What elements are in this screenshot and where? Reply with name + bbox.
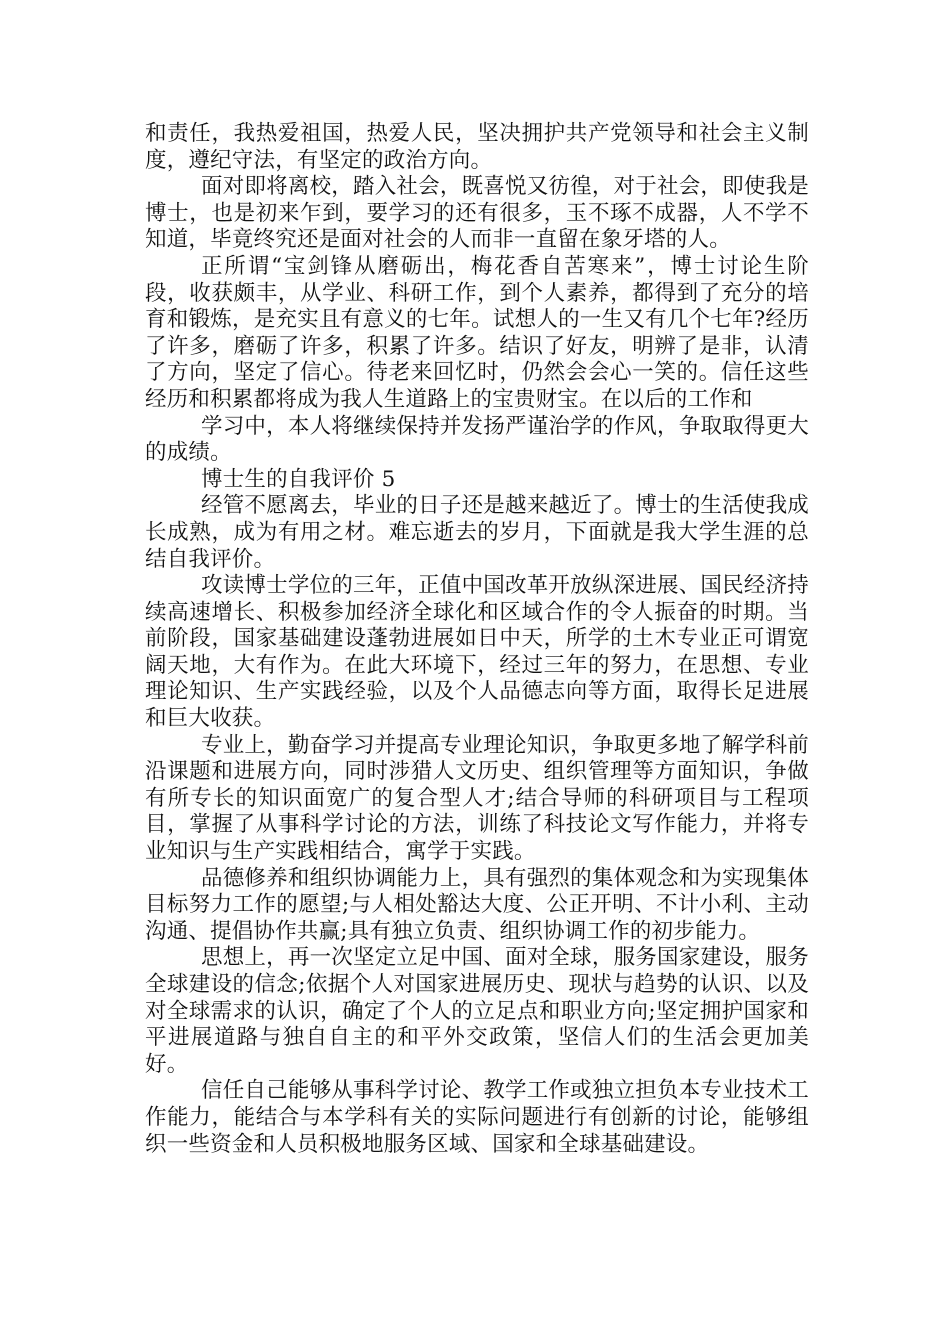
paragraph-3: 正所谓“宝剑锋从磨砺出，梅花香自苦寒来”，博士讨论生阶段，收获颇丰，从学业、科研工作，到个人素养，都得到了充分的培育和锻炼，是充实且有意义的七年。试想人的一生又有几个七年?经历了许多，磨砺了许多，积累了许多。结识了好友，明辨了是非，认清了方向，坚定了信心。待老来回忆时，仍然会会心一笑的。信任这些经历和积累都将成为我人生道路上的宝贵财宝。在以后的工作和 bbox=[145, 253, 809, 412]
paragraph-6: 经管不愿离去，毕业的日子还是越来越近了。博士的生活使我成长成熟，成为有用之材。难忘逝去的岁月，下面就是我大学生涯的总结自我评价。 bbox=[145, 493, 809, 572]
paragraph-8: 专业上，勤奋学习并提高专业理论知识，争取更多地了解学科前沿课题和进展方向，同时涉猎人文历史、组织管理等方面知识，争做有所专长的知识面宽广的复合型人才;结合导师的科研项目与工程项目，掌握了从事科学讨论的方法，训练了科技论文写作能力，并将专业知识与生产实践相结合，寓学于实践。 bbox=[145, 732, 809, 865]
paragraph-1: 和责任，我热爱祖国，热爱人民，坚决拥护共产党领导和社会主义制度，遵纪守法，有坚定的政治方向。 bbox=[145, 121, 809, 173]
paragraph-10: 思想上，再一次坚定立足中国、面对全球，服务国家建设，服务全球建设的信念;依据个人对国家进展历史、现状与趋势的认识、以及对全球需求的认识，确定了个人的立足点和职业方向;坚定拥护国家和平进展道路与独自自主的和平外交政策，坚信人们的生活会更加美好。 bbox=[145, 945, 809, 1077]
document-page bbox=[145, 121, 809, 1158]
paragraph-11: 信任自己能够从事科学讨论、教学工作或独立担负本专业技术工作能力，能结合与本学科有关的实际问题进行有创新的讨论，能够组织一些资金和人员积极地服务区域、国家和全球基础建设。 bbox=[145, 1078, 809, 1157]
paragraph-2: 面对即将离校，踏入社会，既喜悦又彷徨，对于社会，即使我是博士，也是初来乍到，要学习的还有很多，玉不琢不成器，人不学不知道，毕竟终究还是面对社会的人而非一直留在象牙塔的人。 bbox=[145, 174, 809, 253]
paragraph-4: 学习中，本人将继续保持并发扬严谨治学的作风，争取取得更大的成绩。 bbox=[145, 413, 809, 466]
paragraph-7: 攻读博士学位的三年，正值中国改革开放纵深进展、国民经济持续高速增长、积极参加经济全球化和区域合作的令人振奋的时期。当前阶段，国家基础建设蓬勃进展如日中天，所学的土木专业正可谓宽阔天地，大有作为。在此大环境下，经过三年的努力，在思想、专业理论知识、生产实践经验，以及个人品德志向等方面，取得长足进展和巨大收获。 bbox=[145, 573, 809, 732]
paragraph-9: 品德修养和组织协调能力上，具有强烈的集体观念和为实现集体目标努力工作的愿望;与人相处豁达大度、公正开明、不计小利、主动沟通、提倡协作共赢;具有独立负责、组织协调工作的初步能力。 bbox=[145, 865, 809, 944]
section-heading: 博士生的自我评价 5 bbox=[201, 466, 396, 492]
